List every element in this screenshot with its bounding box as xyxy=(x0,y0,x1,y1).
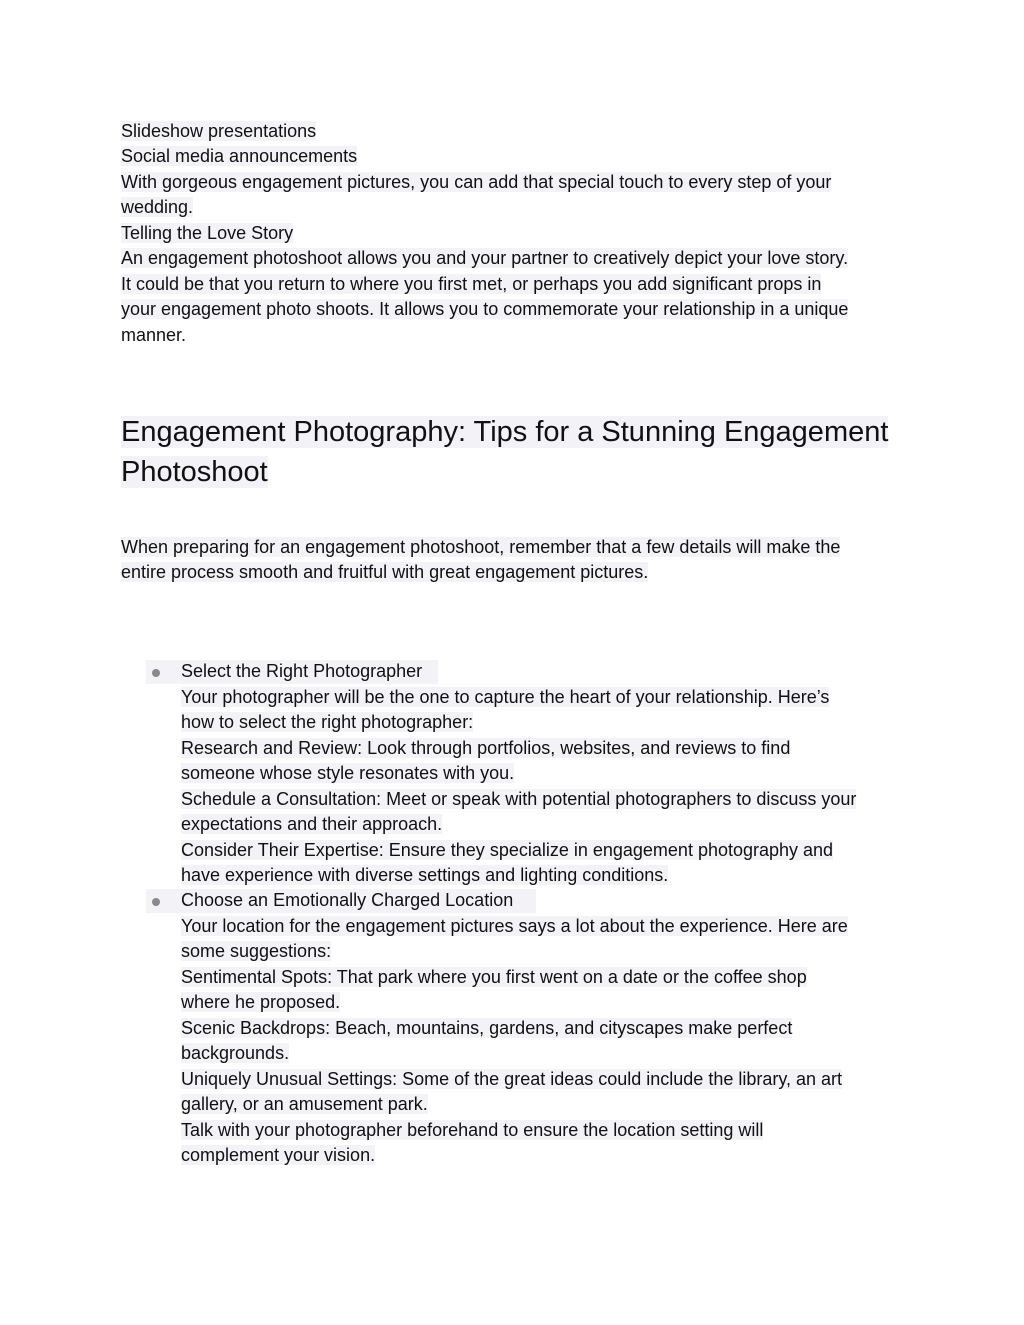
bullet-body-line: Sentimental Spots: That park where you first went on a date or the coffee shop xyxy=(181,967,807,987)
lead-paragraph-line: entire process smooth and fruitful with great engagement pictures. xyxy=(121,562,649,582)
bullet-body-line: Talk with your photographer beforehand to ensure the location setting will xyxy=(181,1120,764,1140)
bullet-body-line: some suggestions: xyxy=(181,941,332,961)
section-heading: Photoshoot xyxy=(121,456,268,488)
intro-line: Slideshow presentations xyxy=(121,121,317,141)
intro-line: Social media announcements xyxy=(121,146,358,166)
bullet-title: Choose an Emotionally Charged Location xyxy=(181,890,514,910)
bullet-body-line: expectations and their approach. xyxy=(181,814,443,834)
bullet-body-line: gallery, or an amusement park. xyxy=(181,1094,428,1114)
bullet-body-line: Your location for the engagement pictures says a lot about the experience. Here are xyxy=(181,916,848,936)
intro-line: wedding. xyxy=(121,197,194,217)
bullet-body-line: Consider Their Expertise: Ensure they specialize in engagement photography and xyxy=(181,840,834,860)
intro-subheading: Telling the Love Story xyxy=(121,223,294,243)
bullet-body-line: someone whose style resonates with you. xyxy=(181,763,515,783)
bullet-body-line: where he proposed. xyxy=(181,992,341,1012)
lead-paragraph-line: When preparing for an engagement photoshoot, remember that a few details will make the xyxy=(121,537,841,557)
bullet-body-line: complement your vision. xyxy=(181,1145,376,1165)
bullet-title: Select the Right Photographer xyxy=(181,661,423,681)
bullet-body-line: Uniquely Unusual Settings: Some of the great ideas could include the library, an art xyxy=(181,1069,843,1089)
intro-line: your engagement photo shoots. It allows you to commemorate your relationship in a unique xyxy=(121,299,849,319)
bullet-dot-icon xyxy=(152,669,160,677)
bullet-body-line: have experience with diverse settings and lighting conditions. xyxy=(181,865,669,885)
bullet-body-line: Your photographer will be the one to capture the heart of your relationship. Here’s xyxy=(181,687,830,707)
bullet-body-line: how to select the right photographer: xyxy=(181,712,474,732)
bullet-body-line: Scenic Backdrops: Beach, mountains, gardens, and cityscapes make perfect xyxy=(181,1018,793,1038)
intro-line: manner. xyxy=(121,325,187,345)
bullet-body-line: backgrounds. xyxy=(181,1043,290,1063)
intro-line: It could be that you return to where you first met, or perhaps you add significant props in xyxy=(121,274,822,294)
bullet-dot-icon xyxy=(152,898,160,906)
bullet-body-line: Research and Review: Look through portfolios, websites, and reviews to find xyxy=(181,738,791,758)
intro-line: An engagement photoshoot allows you and your partner to creatively depict your love story. xyxy=(121,248,849,268)
intro-line: With gorgeous engagement pictures, you can add that special touch to every step of your xyxy=(121,172,832,192)
section-heading: Engagement Photography: Tips for a Stunning Engagement xyxy=(121,416,889,448)
bullet-body-line: Schedule a Consultation: Meet or speak with potential photographers to discuss your xyxy=(181,789,857,809)
